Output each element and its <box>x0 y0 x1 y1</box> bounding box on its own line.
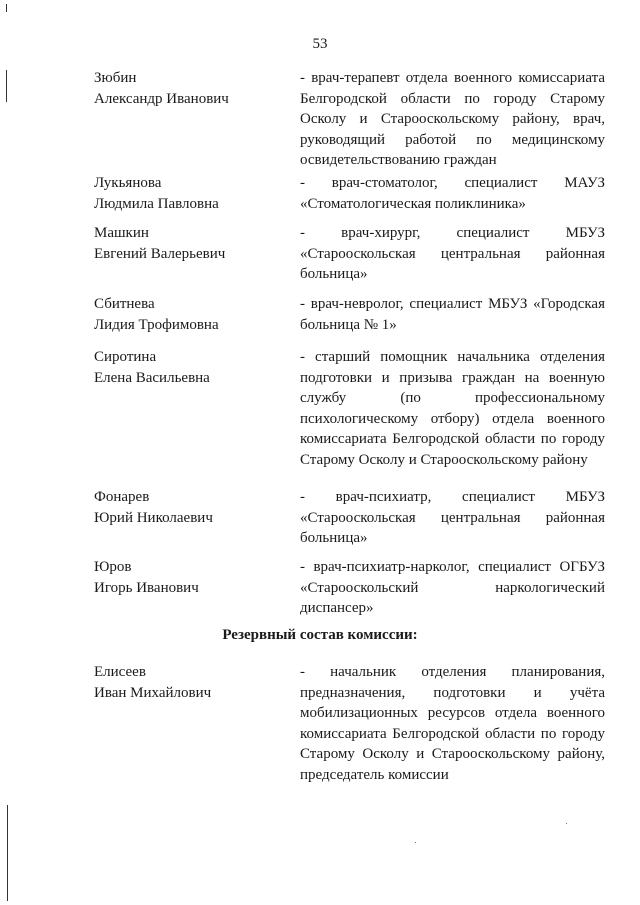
member-surname: Машкин <box>94 225 149 241</box>
member-name <box>94 487 284 528</box>
member-given-names: Лидия Трофимовна <box>94 316 219 333</box>
member-role: - старший помощник начальника отделения подготовки и призыва граждан на военную службу (по профессиональному психологическому отбору) отдела военного комиссариата Белгородской области по городу Старому Осколу и Старооскольскому району <box>300 349 605 468</box>
scan-mark <box>7 805 8 901</box>
member-name <box>94 223 284 264</box>
member-given-names: Иван Михайлович <box>94 684 212 701</box>
member-given-names: Игорь Иванович <box>94 579 199 596</box>
page-number: 53 <box>312 36 328 52</box>
member-surname: Сбитнева <box>94 296 155 312</box>
member-role: - врач-хирург, специалист МБУЗ «Старооскольская центральная районная больница» <box>300 225 605 282</box>
member-given-names: Евгений Валерьевич <box>94 245 226 262</box>
reserve-section-heading: Резервный состав комиссии: <box>222 627 418 643</box>
member-surname: Елисеев <box>94 664 146 680</box>
member-name <box>94 557 284 598</box>
member-name <box>94 68 284 109</box>
scan-mark <box>6 4 7 12</box>
member-role: - врач-психиатр-нарколог, специалист ОГБУЗ «Старооскольский наркологический диспансер» <box>300 559 605 616</box>
member-surname: Фонарев <box>94 489 150 505</box>
member-surname: Юров <box>94 559 132 575</box>
member-role: - врач-психиатр, специалист МБУЗ «Старооскольская центральная районная больница» <box>300 489 605 546</box>
member-surname: Сиротина <box>94 349 157 365</box>
scan-dot <box>566 823 567 824</box>
member-role: - врач-невролог, специалист МБУЗ «Городская больница № 1» <box>300 296 605 333</box>
member-name <box>94 294 284 335</box>
member-given-names: Александр Иванович <box>94 90 229 107</box>
member-given-names: Людмила Павловна <box>94 195 219 212</box>
member-surname: Лукьянова <box>94 175 162 191</box>
member-surname: Зюбин <box>94 70 137 86</box>
member-name <box>94 347 284 388</box>
member-given-names: Юрий Николаевич <box>94 509 213 526</box>
member-name <box>94 173 284 214</box>
member-name <box>94 662 284 703</box>
member-given-names: Елена Васильевна <box>94 369 210 386</box>
scan-mark <box>6 70 7 102</box>
scan-dot <box>415 842 416 843</box>
member-role: - врач-терапевт отдела военного комиссариата Белгородской области по городу Старому Осколу и Старооскольскому району, врач, руководящий работой по медицинскому освидетельствованию граждан <box>300 70 605 168</box>
member-role: - врач-стоматолог, специалист МАУЗ «Стоматологическая поликлиника» <box>300 175 605 212</box>
member-role: - начальник отделения планирования, предназначения, подготовки и учёта мобилизационных ресурсов отдела военного комиссариата Белгородской области по городу Старому Осколу и Старооскольскому району, председатель комиссии <box>300 664 605 783</box>
